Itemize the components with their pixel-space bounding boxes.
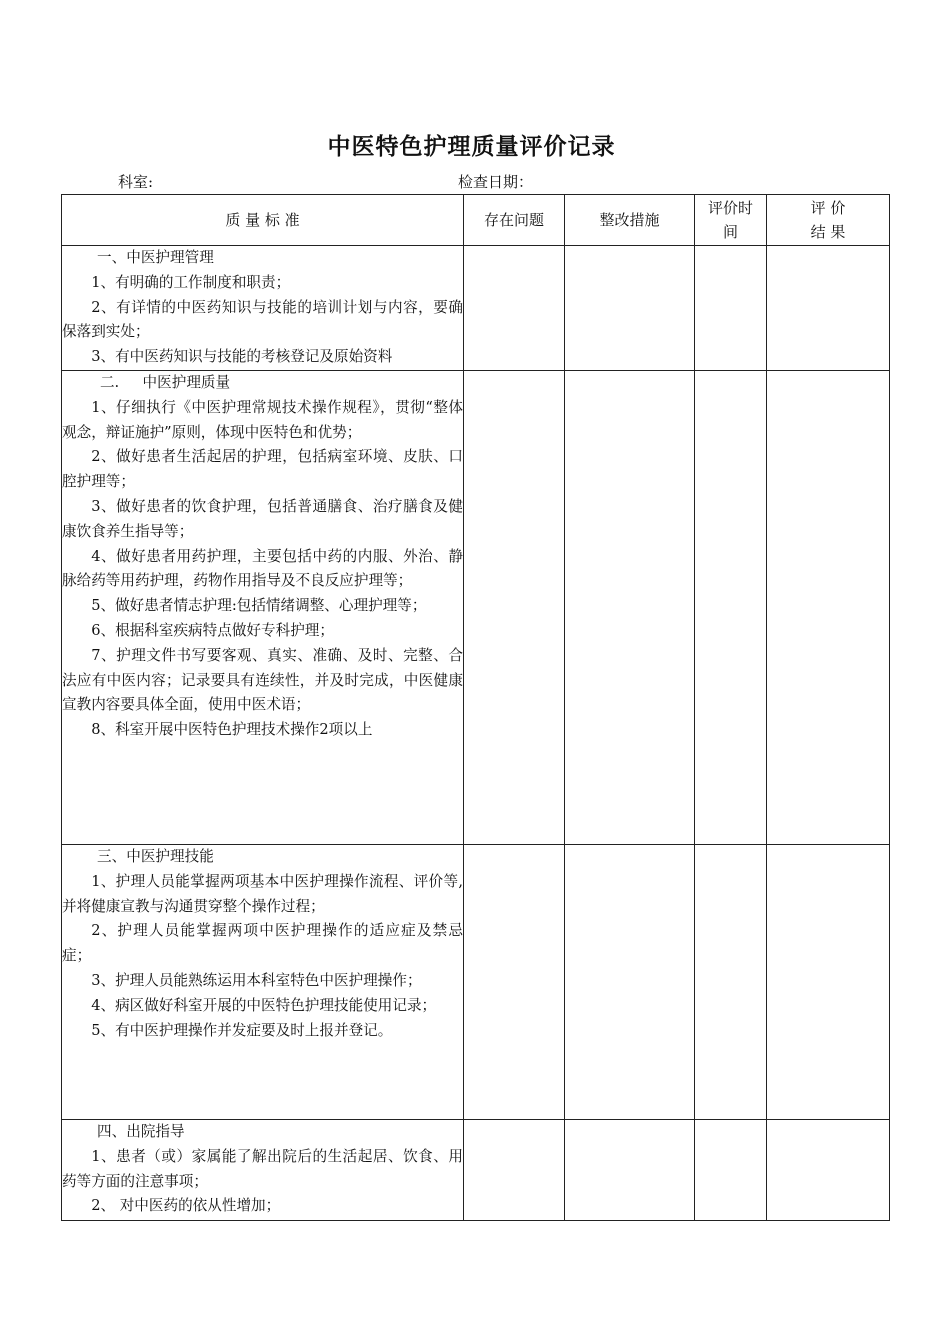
standard-item: 1、患者（或）家属能了解出院后的生活起居、饮食、用药等方面的注意事项； <box>62 1147 463 1190</box>
standard-item: 5、有中医护理操作并发症要及时上报并登记。 <box>91 1021 393 1039</box>
standard-cell-quality <box>62 371 464 845</box>
header-evaluation-time-line2: 间 <box>722 223 738 241</box>
standard-item: 6、根据科室疾病特点做好专科护理； <box>91 621 334 639</box>
standard-item: 5、做好患者情志护理:包括情绪调整、心理护理等； <box>91 597 427 615</box>
measures-cell[interactable] <box>565 371 695 845</box>
section-number: 二. <box>99 374 120 391</box>
eval-result-cell[interactable] <box>767 845 890 1120</box>
header-existing-problems: 存在问题 <box>464 195 565 246</box>
header-rectification-measures: 整改措施 <box>565 195 695 246</box>
table-row <box>62 1120 890 1221</box>
section-title: 中医护理技能 <box>126 848 214 865</box>
standard-item: 7、护理文件书写要客观、真实、准确、及时、完整、合法应有中医内容；记录要具有连续性，并及时完成，中医健康宣教内容要具体全面，使用中医术语； <box>62 646 463 714</box>
standard-item: 1、仔细执行《中医护理常规技术操作规程》，贯彻“整体观念，辩证施护”原则，体现中医特色和优势； <box>62 398 463 441</box>
standard-item: 2、有详情的中医药知识与技能的培训计划与内容，要确保落到实处； <box>62 298 463 341</box>
evaluation-table <box>61 194 890 1221</box>
measures-cell[interactable] <box>565 246 695 371</box>
standard-item: 3、护理人员能熟练运用本科室特色中医护理操作； <box>91 971 422 989</box>
table-header-row <box>62 195 890 246</box>
standard-item: 1、有明确的工作制度和职责； <box>91 273 291 291</box>
section-heading <box>62 371 463 396</box>
section-title: 中医护理质量 <box>142 374 231 391</box>
section-title: 出院指导 <box>126 1123 185 1140</box>
standard-cell-discharge <box>62 1120 464 1221</box>
department-label: 科室: <box>118 173 154 191</box>
page-title: 中医特色护理质量评价记录 <box>327 134 616 160</box>
section-number: 四、 <box>97 1123 127 1140</box>
header-evaluation-result-line1: 评 价 <box>810 199 846 217</box>
standard-cell-management <box>62 246 464 371</box>
standard-item: 2、护理人员能掌握两项中医护理操作的适应症及禁忌症； <box>62 922 463 965</box>
header-quality-standard: 质 量 标 准 <box>62 195 464 246</box>
standard-item: 2、 对中医药的依从性增加； <box>91 1197 281 1215</box>
eval-result-cell[interactable] <box>767 371 890 845</box>
measures-cell[interactable] <box>565 845 695 1120</box>
section-title: 中医护理管理 <box>126 249 214 266</box>
standard-item: 2、做好患者生活起居的护理，包括病室环境、皮肤、口腔护理等； <box>62 448 463 491</box>
header-evaluation-result <box>767 195 890 246</box>
standard-item: 3、有中医药知识与技能的考核登记及原始资料 <box>91 348 393 366</box>
eval-time-cell[interactable] <box>695 1120 767 1221</box>
standard-item: 1、护理人员能掌握两项基本中医护理操作流程、评价等,并将健康宣教与沟通贯穿整个操作过程； <box>62 872 463 915</box>
table-row <box>62 246 890 371</box>
problems-cell[interactable] <box>464 246 565 371</box>
problems-cell[interactable] <box>464 1120 565 1221</box>
eval-time-cell[interactable] <box>695 845 767 1120</box>
table-row <box>62 845 890 1120</box>
section-heading <box>62 1120 463 1145</box>
eval-result-cell[interactable] <box>767 1120 890 1221</box>
standard-item: 4、做好患者用药护理，主要包括中药的内服、外治、静脉给药等用药护理，药物作用指导及不良反应护理等； <box>62 547 463 590</box>
section-heading <box>62 246 463 271</box>
eval-time-cell[interactable] <box>695 246 767 371</box>
measures-cell[interactable] <box>565 1120 695 1221</box>
standard-item: 8、科室开展中医特色护理技术操作2项以上 <box>91 721 373 739</box>
standard-item: 4、病区做好科室开展的中医特色护理技能使用记录； <box>91 996 437 1014</box>
standard-item: 3、做好患者的饮食护理，包括普通膳食、治疗膳食及健康饮食养生指导等； <box>62 497 463 540</box>
header-evaluation-time <box>695 195 767 246</box>
problems-cell[interactable] <box>464 371 565 845</box>
section-number: 一、 <box>97 249 127 266</box>
problems-cell[interactable] <box>464 845 565 1120</box>
standard-cell-skills <box>62 845 464 1120</box>
inspection-date-label: 检查日期： <box>458 173 534 191</box>
table-row <box>62 371 890 845</box>
section-number: 三、 <box>97 848 127 865</box>
header-evaluation-time-line1: 评价时 <box>707 199 753 217</box>
eval-time-cell[interactable] <box>695 371 767 845</box>
header-evaluation-result-line2: 结 果 <box>810 223 846 241</box>
eval-result-cell[interactable] <box>767 246 890 371</box>
section-heading <box>62 845 463 870</box>
